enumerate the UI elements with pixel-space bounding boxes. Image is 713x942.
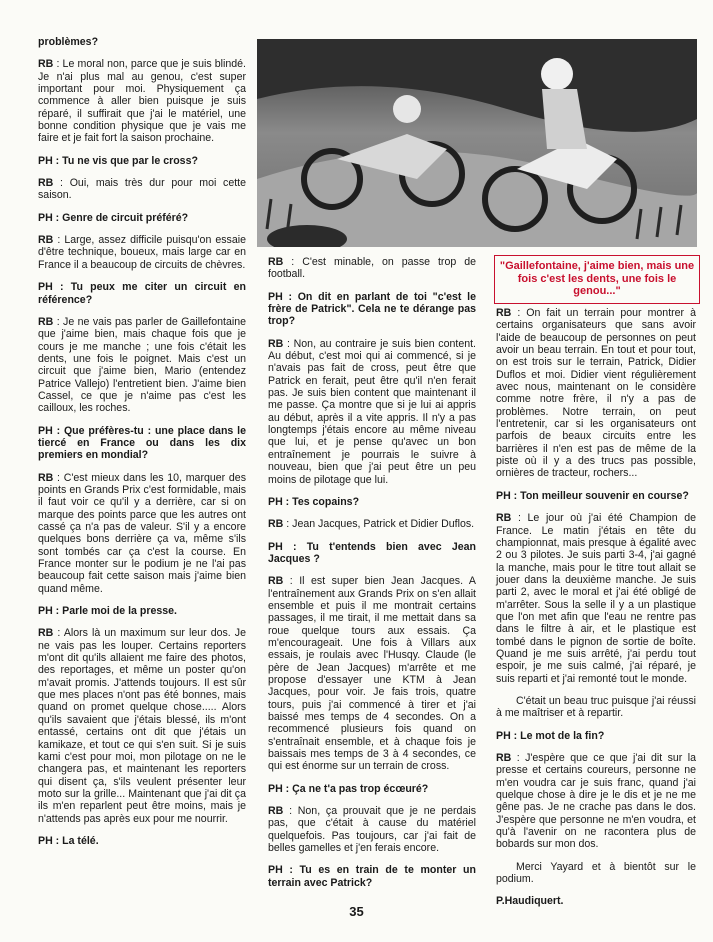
interview-question: PH : Genre de circuit préféré? <box>38 211 189 224</box>
interview-question: PH : Le mot de la fin? <box>496 729 605 742</box>
speaker-initials: RB <box>268 256 284 268</box>
interview-answer <box>38 58 246 144</box>
paragraph: C'était un beau truc puisque j'ai réussi à me maîtriser et à repartir. <box>496 694 696 720</box>
interview-answer <box>268 575 476 773</box>
answer-text: : Non, au contraire je suis bien content. Au début, c'est moi qui ai commencé, si je n'avais pas fait de cross, peut être que Patrick en ferait, peut être qu'il n'en ferait pas. Je suis bien content que maintenant il me passe. Ça montre que si je lui ai appris au début, après il a vite appris. Il n'y a pas longtemps j'étais encore au même niveau que lui, et je pense qu'avec un bon entraînement je pourrais le suivre à nouveau, bien que j'ai peut être un peu moins de pilotage que lui. <box>268 337 476 486</box>
answer-text: : Je ne vais pas parler de Gaillefontaine que j'aime bien, mais chaque fois que je cours je me manche ; une fois c'était les dents, une fois le poignet. Mais c'est un circuit que j'aime bien, Mario (entendez Patrice Vallejo) l'entretient bien. J'aime bien Cassel, ce que je n'aime pas c'est les cailloux, les roches. <box>38 315 246 415</box>
speaker-initials: RB <box>38 471 54 484</box>
answer-text: : On fait un terrain pour montrer à certains organisateurs que sans avoir l'aide de beaucoup de personnes on peut avoir un beau terrain. En tout et pour tout, on est trois sur le terrain, Patrick, Didier Duflos et moi. Didier vient régulièrement avec nous, maintenant on le considère comme notre frère, il n'y a pas de problèmes. Notre terrain, on peut l'entretenir, car si les organisateurs ont parfois de beaux circuits entre les barrières il n'en est pas de même de la piste où il y a des trucs pas possible, ornières de tracteur, rochers... <box>496 307 696 480</box>
column-1 <box>38 36 246 857</box>
interview-question: PH : Parle moi de la presse. <box>38 605 177 618</box>
speaker-initials: RB <box>496 307 512 319</box>
author-signature: P.Haudiquert. <box>496 895 564 908</box>
interview-question: PH : Tu t'entends bien avec Jean Jacques ? <box>268 540 476 565</box>
motocross-photo <box>257 39 697 247</box>
interview-answer <box>38 234 246 271</box>
interview-question: PH : La télé. <box>38 834 99 847</box>
answer-text: : Le moral non, parce que je suis blindé. Je n'ai plus mal au genou, c'est super important pour moi. Physiquement ça commence à aller bien puisque je suis réparé, il suffirait que j'ai le matériel, une bonne condition physique que je vais me faire et je fait fort la saison prochaine. <box>38 58 246 145</box>
interview-answer <box>38 472 246 595</box>
answer-text: : C'est mieux dans les 10, marquer des points en Grands Prix c'est formidable, mais il faut voir ce qu'il y a derrière, car si on marque des points parce que les autres ont cassé ça n'a pas de valeur. S'il y a encore quelques bons derrière ça va, même s'ils sont tombés car ça c'est la course. En France monter sur le podium je ne l'ai pas beaucoup fait cette saison mais j'aime bien quand même. <box>38 471 246 595</box>
interview-question: PH : Tu ne vis que par le cross? <box>38 154 198 167</box>
speaker-initials: RB <box>38 177 54 190</box>
speaker-initials: RB <box>268 575 284 588</box>
pull-quote: "Gaillefontaine, j'aime bien, mais une fois c'est les dents, une fois le genou..." <box>494 255 700 304</box>
speaker-initials: RB <box>38 315 54 328</box>
interview-answer <box>268 518 476 530</box>
speaker-initials: RB <box>496 512 512 525</box>
interview-question: PH : Tu peux me citer un circuit en référence? <box>38 281 246 306</box>
interview-question: PH : Ton meilleur souvenir en course? <box>496 489 689 502</box>
interview-answer <box>38 316 246 415</box>
interview-question: problèmes? <box>38 36 99 48</box>
interview-answer <box>268 805 476 854</box>
answer-text: : Le jour où j'ai été Champion de France. Le matin j'étais en tête du championnat, mais presque à égalité avec 2 ou 3 pilotes. Je suis parti 3-4, j'ai gagné la manche, mais pour le titre tout allait se jouer dans la deuxième manche. Je suis parti 2, avec le moral et j'ai été obligé de m'arrêter. Sous la selle il y a un plastique que l'on met afin que l'eau ne rentre pas dans le filtre à air, et le plastique est tombé dans le pignon de sortie de boîte. Quand je me suis arrêté, j'ai perdu tout espoir, je me suis calmé, j'ai réparé, je suis reparti et j'ai remonté tout le monde. <box>496 512 696 685</box>
speaker-initials: RB <box>268 805 284 818</box>
interview-answer <box>268 338 476 486</box>
speaker-initials: RB <box>268 337 284 350</box>
interview-answer <box>38 177 246 202</box>
interview-answer <box>496 512 696 685</box>
answer-text: : Oui, mais très dur pour moi cette saison. <box>38 177 246 202</box>
interview-question: PH : Tes copains? <box>268 495 360 508</box>
interview-question: PH : Que préfères-tu : une place dans le tiercé en France ou dans les dix premiers en mondial? <box>38 424 246 462</box>
interview-answer <box>496 752 696 851</box>
motocross-photo-illustration <box>257 39 697 247</box>
interview-question: PH : On dit en parlant de toi "c'est le frère de Patrick". Cela ne te dérange pas trop? <box>268 290 476 328</box>
answer-text: : Jean Jacques, Patrick et Didier Duflos. <box>283 518 475 531</box>
speaker-initials: RB <box>38 234 54 247</box>
speaker-initials: RB <box>38 58 54 71</box>
speaker-initials: RB <box>496 752 512 764</box>
answer-text: : Non, ça prouvait que je ne perdais pas, que c'était à cause du matériel quelquefois. Pas toujours, car j'ai fait de belles gamelles et j'en ferais encore. <box>268 805 476 855</box>
interview-answer <box>268 256 476 281</box>
answer-text: : Alors là un maximum sur leur dos. Je ne vais pas les louper. Certains reporters m'ont dit qu'ils allaient me faire des photos, des reportages, et même un poster qu'on m'avait promis. J'attends toujours. Il est sûr que mes places n'ont pas été bonnes, mais quand on promet quelque chose..... Alors qu'ils savaient que j'étais blessé, ils m'ont entassé, certains ont dit que j'étais un kamikaze, et tout ce qui s'en suit. Si je suis kami c'est pour moi, mon pilotage on ne le changera pas, et maintenant les reporters qui disent ça, s'ils veulent présenter leur moto sur la grille... Maintenant que j'ai dit ça ils m'en reparlent peut être moins, mais je n'attends pas après eux pour me nourrir. <box>38 627 246 825</box>
interview-answer <box>38 627 246 825</box>
speaker-initials: RB <box>268 518 284 531</box>
column-2 <box>268 256 476 899</box>
answer-text: : Il est super bien Jean Jacques. A l'entraînement aux Grands Prix on s'en allait ensemble et puis il me montrait certains passages, il me tirait, il me mettait dans sa roue quelque tours aux essais. Ça m'encourageait. Une fois à Villars aux essais, je roulais avec l'Husqy. Claude (le père de Jean Jacques) m'arrête et me propose d'essayer une KTM à Jean Jacques, pour voir. Je fais trois, quatre tours, puis j'ai commencé à tirer et j'ai baissé mes temps de 4 secondes. On a recommencé plusieurs fois quand on s'entraînait ensemble, et à chaque fois je baissais mes temps de 3 à 4 secondes, ce qui est énorme sur un terrain de cross. <box>268 575 476 773</box>
answer-text: : J'espère que ce que j'ai dit sur la presse et certains coureurs, personne ne m'en voudra car je suis franc, quand j'ai quelque chose à dire je le dis et je ne me gêne pas. Je ne crache pas dans le dos. J'espère que personne ne m'en voudra, et qu'à l'avenir on ne racontera plus de bobards sur mon dos. <box>496 752 696 851</box>
interview-answer <box>496 307 696 480</box>
answer-text: : Large, assez difficile puisqu'on essaie d'être technique, boueux, mais large car en France il a beaucoup de circuits de chèvres. <box>38 234 246 271</box>
speaker-initials: RB <box>38 627 54 640</box>
page-number: 35 <box>349 904 364 919</box>
column-3 <box>496 307 696 918</box>
interview-question: PH : Ça ne t'a pas trop écœuré? <box>268 782 429 795</box>
answer-text: : C'est minable, on passe trop de football. <box>268 256 476 281</box>
interview-question: PH : Tu es en train de te monter un terrain avec Patrick? <box>268 864 476 889</box>
paragraph: Merci Yayard et à bientôt sur le podium. <box>496 860 696 886</box>
